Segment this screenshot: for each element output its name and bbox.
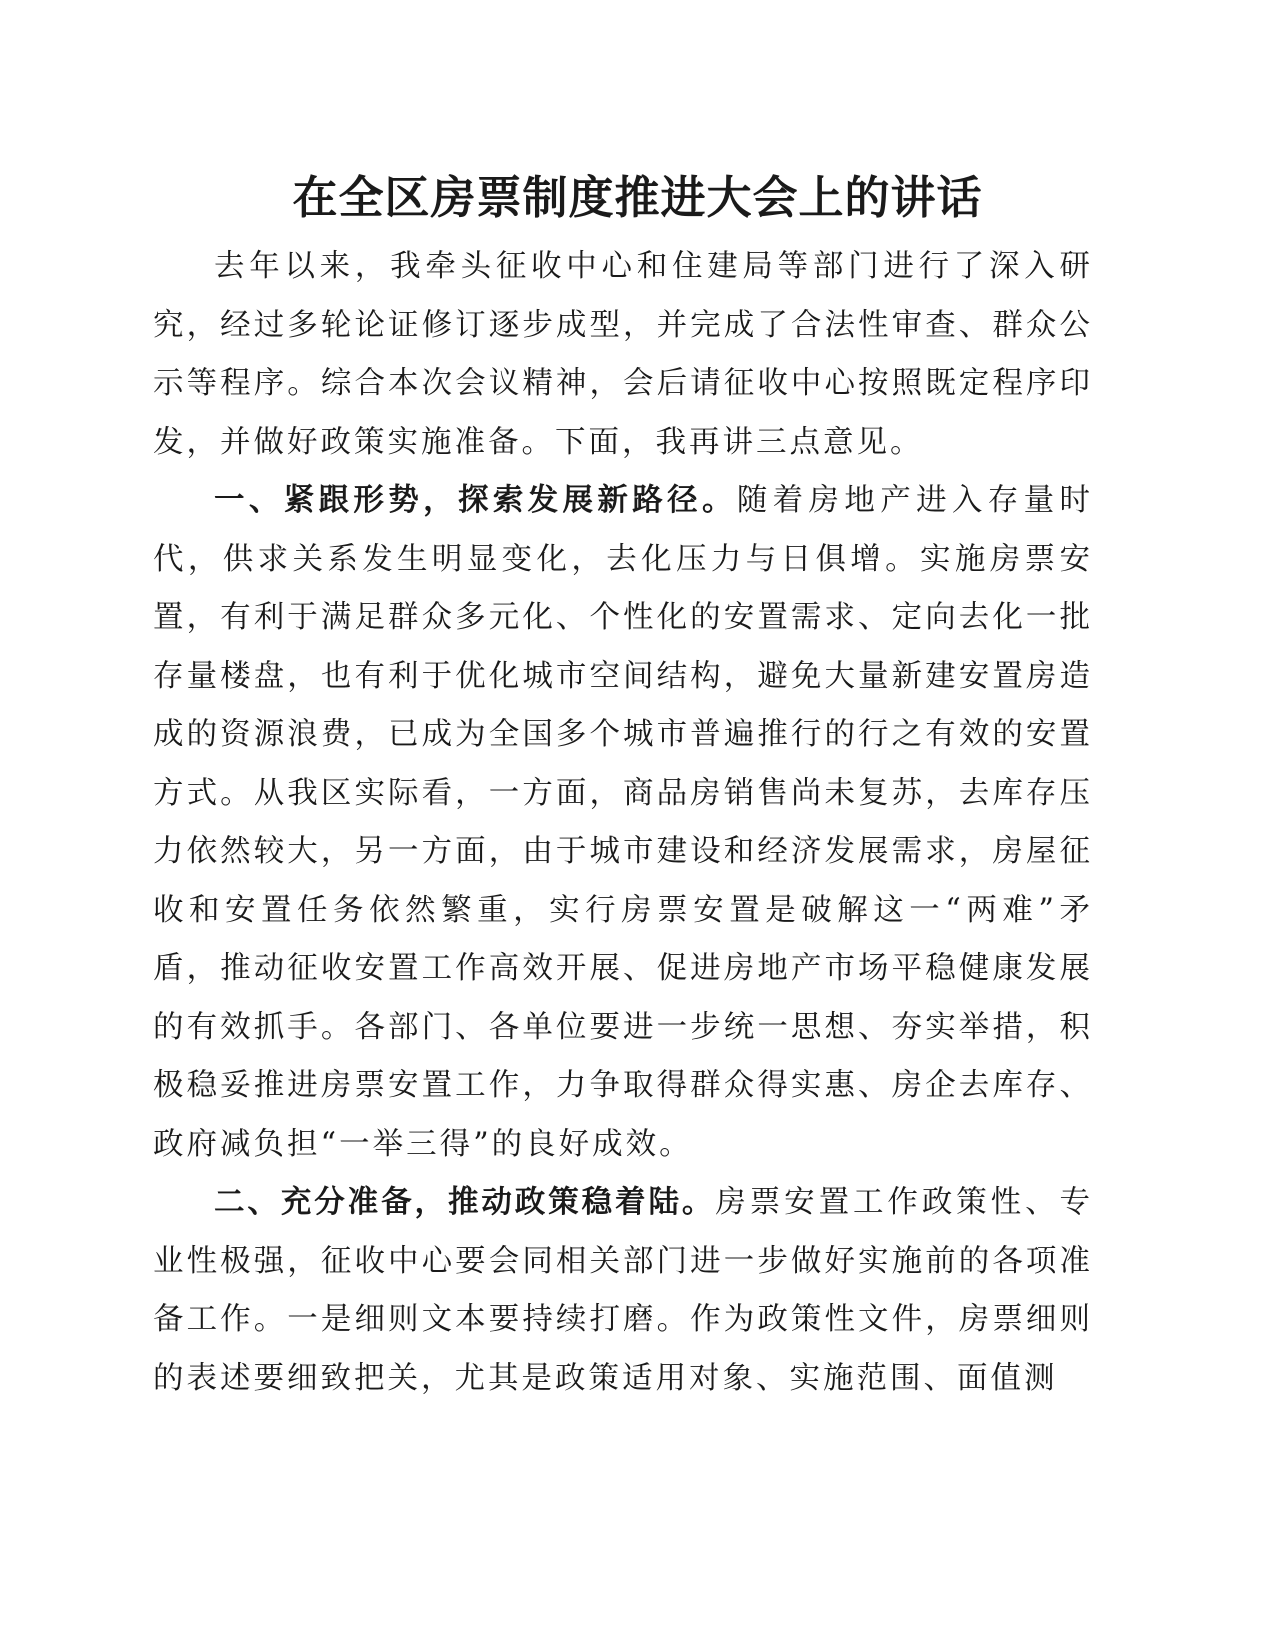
- paragraph-intro: [153, 238, 1093, 472]
- section-one-text: 随着房地产进入存量时代，供求关系发生明显变化，去化压力与日俱增。实施房票安置，有利于满足群众多元化、个性化的安置需求、定向去化一批存量楼盘，也有利于优化城市空间结构，避免大量新建安置房造成的资源浪费，已成为全国多个城市普遍推行的行之有效的安置方式。从我区实际看，一方面，商品房销售尚未复苏，去库存压力依然较大，另一方面，由于城市建设和经济发展需求，房屋征收和安置任务依然繁重，实行房票安置是破解这一“两难”矛盾，推动征收安置工作高效开展、促进房地产市场平稳健康发展的有效抓手。各部门、各单位要进一步统一思想、夯实举措，积极稳妥推进房票安置工作，力争取得群众得实惠、房企去库存、政府减负担“一举三得”的良好成效。: [153, 483, 1093, 1162]
- document-body: [153, 238, 1093, 1408]
- paragraph-section-one: [153, 472, 1093, 1174]
- document-title: 在全区房票制度推进大会上的讲话: [292, 171, 983, 224]
- section-two-text: 房票安置工作政策性、专业性极强，征收中心要会同相关部门进一步做好实施前的各项准备工作。一是细则文本要持续打磨。作为政策性文件，房票细则的表述要细致把关，尤其是政策适用对象、实施范围、面值测: [153, 1185, 1094, 1396]
- paragraph-intro-text: 去年以来，我牵头征收中心和住建局等部门进行了深入研究，经过多轮论证修订逐步成型，并完成了合法性审查、群众公示等程序。综合本次会议精神，会后请征收中心按照既定程序印发，并做好政策实施准备。下面，我再讲三点意见。: [153, 249, 1093, 460]
- section-two-heading: 二、充分准备，推动政策稳着陆。: [214, 1185, 716, 1220]
- paragraph-section-two: [153, 1174, 1093, 1408]
- section-one-heading: 一、紧跟形势，探索发展新路径。: [214, 483, 737, 518]
